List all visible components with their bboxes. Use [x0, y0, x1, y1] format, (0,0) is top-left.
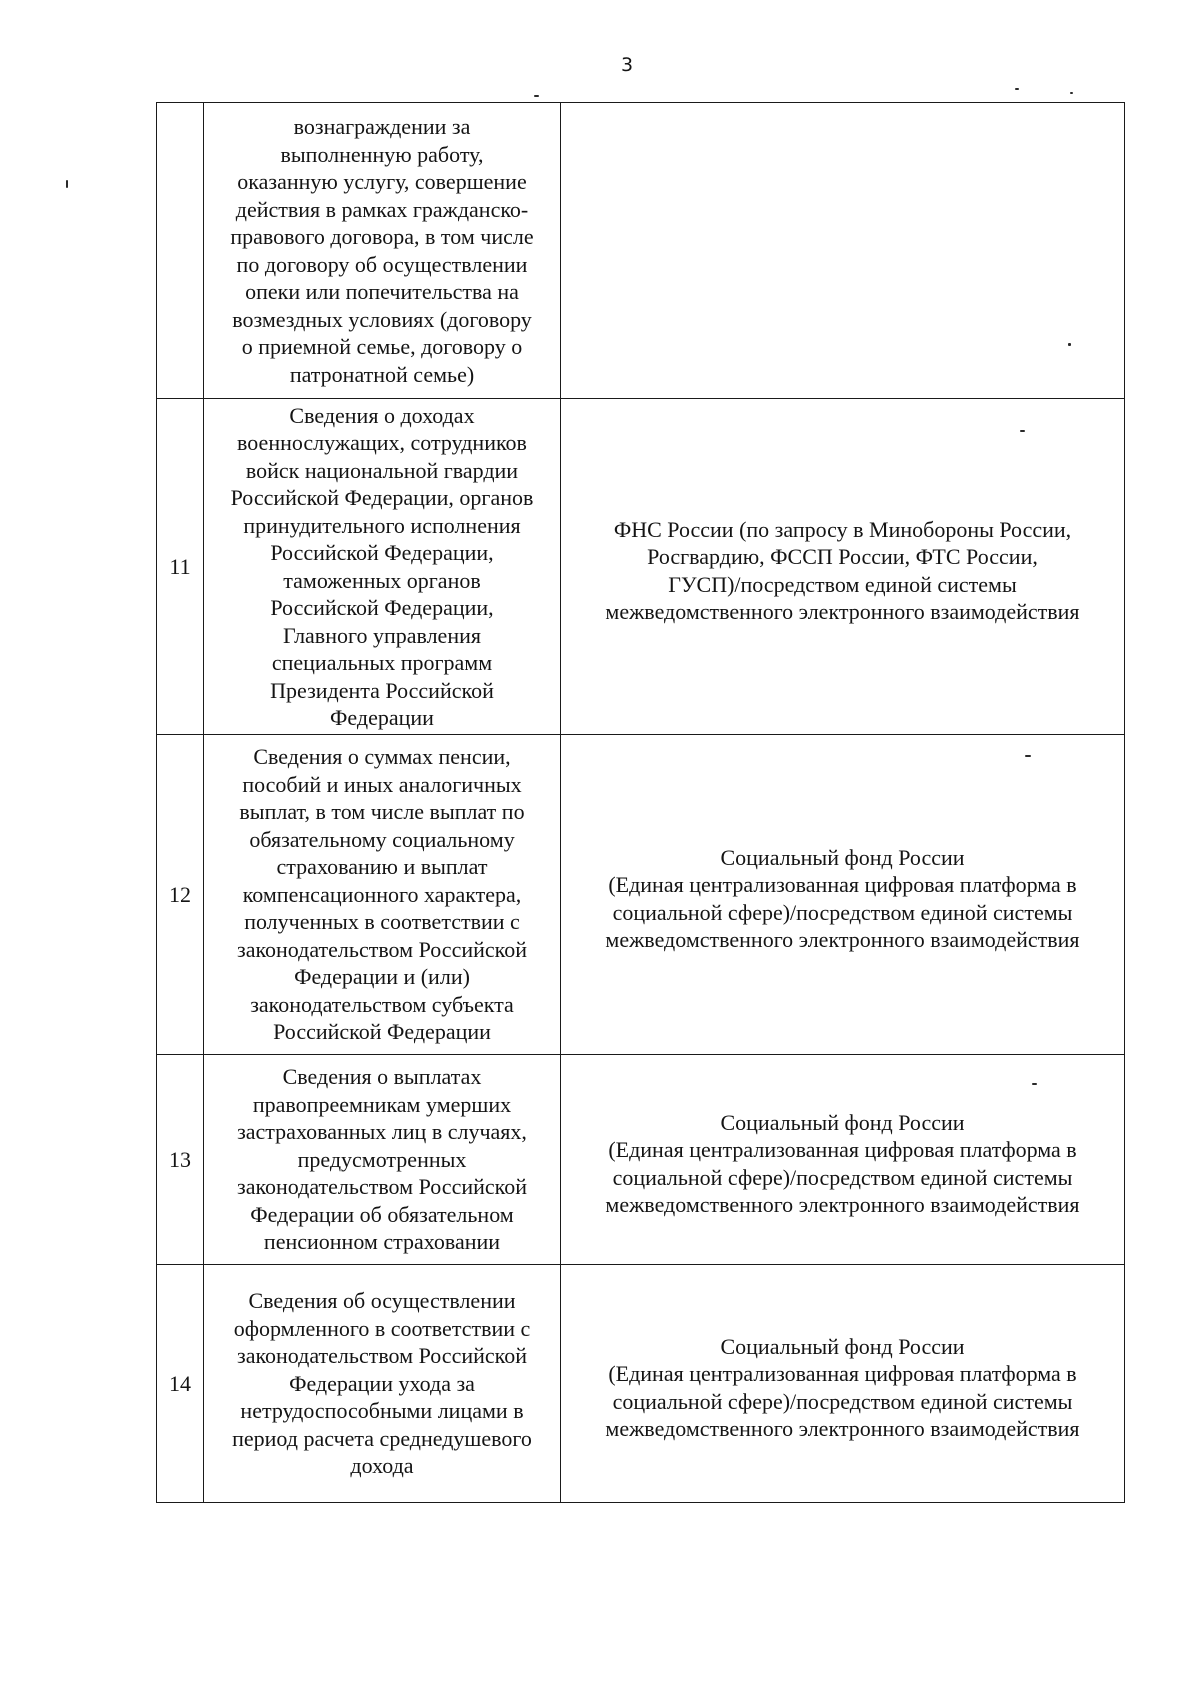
row-number: 13	[169, 1146, 191, 1172]
table-row	[157, 1055, 1125, 1265]
scan-speck	[534, 95, 539, 97]
info-cell	[204, 1265, 561, 1503]
scan-speck	[1025, 755, 1031, 757]
table-row	[157, 399, 1125, 735]
table-row	[157, 103, 1125, 399]
source-cell	[561, 1265, 1125, 1503]
info-text: Сведения о выплатах правопреемникам умерших застрахованных лиц в случаях, предусмотренных законодательством Российской Федерации об обязательном пенсионном страховании	[237, 1064, 527, 1255]
source-text: ФНС России (по запросу в Минобороны России, Росгвардию, ФССП России, ФТС России, ГУСП)/посредством единой системы межведомственного электронного взаимодействия	[605, 516, 1080, 624]
info-text: Сведения о суммах пенсии, пособий и иных аналогичных выплат, в том числе выплат по обязательному социальному страхованию и выплат компенсационного характера, полученных в соответствии с законодательством Российской Федерации и (или) законодательством субъекта Российской Федерации	[237, 744, 527, 1045]
row-number-cell	[157, 399, 204, 735]
row-number: 14	[169, 1370, 191, 1396]
scan-speck	[1032, 1083, 1037, 1085]
info-text: Сведения об осуществлении оформленного в соответствии с законодательством Российской Федерации ухода за нетрудоспособными лицами в период расчета среднедушевого дохода	[232, 1288, 532, 1479]
row-number: 12	[169, 881, 191, 907]
scan-speck	[1015, 88, 1019, 90]
source-text: Социальный фонд России (Единая централизованная цифровая платформа в социальной сфере)/посредством единой системы межведомственного электронного взаимодействия	[605, 844, 1080, 952]
source-cell	[561, 399, 1125, 735]
row-number-cell	[157, 735, 204, 1055]
scan-speck	[1070, 92, 1073, 94]
page-number: 3	[620, 54, 634, 76]
info-cell	[204, 103, 561, 399]
info-cell	[204, 735, 561, 1055]
info-cell	[204, 1055, 561, 1265]
table-row	[157, 735, 1125, 1055]
source-cell	[561, 1055, 1125, 1265]
table-row	[157, 1265, 1125, 1503]
scan-speck	[1020, 430, 1025, 432]
row-number-cell	[157, 1055, 204, 1265]
info-cell	[204, 399, 561, 735]
info-text: Сведения о доходах военнослужащих, сотрудников войск национальной гвардии Российской Федерации, органов принудительного исполнения Российской Федерации, таможенных органов Российской Федерации, Главного управления специальных программ Президента Российской Федерации	[230, 402, 534, 730]
row-number-cell	[157, 1265, 204, 1503]
source-text: Социальный фонд России (Единая централизованная цифровая платформа в социальной сфере)/посредством единой системы межведомственного электронного взаимодействия	[605, 1109, 1080, 1217]
scan-speck	[1068, 343, 1071, 346]
source-cell	[561, 735, 1125, 1055]
source-cell	[561, 103, 1125, 399]
row-number-cell	[157, 103, 204, 399]
document-table	[156, 102, 1125, 1503]
source-text: Социальный фонд России (Единая централизованная цифровая платформа в социальной сфере)/посредством единой системы межведомственного электронного взаимодействия	[605, 1333, 1080, 1441]
info-text: вознаграждении за выполненную работу, оказанную услугу, совершение действия в рамках гражданско- правового договора, в том числе по договору об осуществлении опеки или попечительства на возмездных условиях (договору о приемной семье, договору о патронатной семье)	[230, 114, 534, 387]
row-number: 11	[169, 553, 191, 579]
scan-speck	[66, 180, 68, 188]
